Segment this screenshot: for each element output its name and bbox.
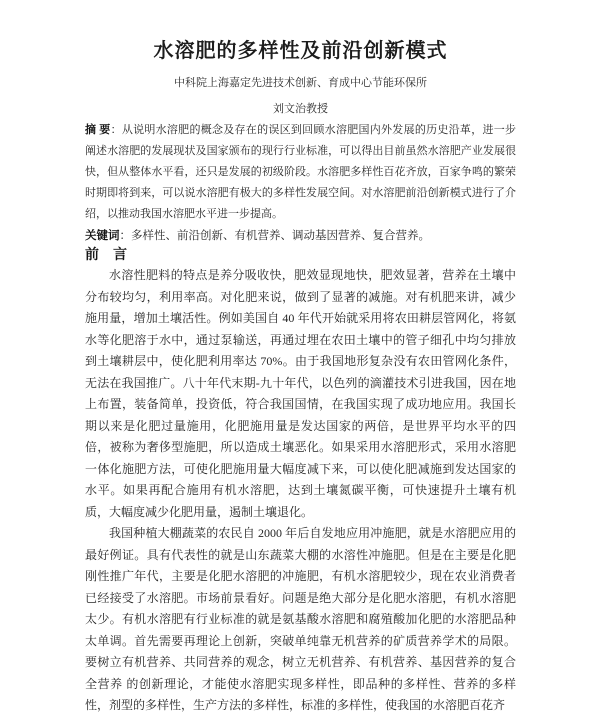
abstract-text: ：从说明水溶肥的概念及存在的误区到回顾水溶肥国内外发展的历史沿革，进一步阐述水溶肥的发展现状及国家颁布的现行行业标准，可以得出目前虽然水溶肥产业发展很快，但从整体水平看，还只是发展的初级阶段。水溶肥多样性百花齐放，百家争鸣的繁荣时期即将到来，可以说水溶肥有极大的多样性发展空间。对水溶肥前沿创新模式进行了介绍，以推动我国水溶肥水平进一步提高。 — [85, 124, 517, 220]
body-paragraph-2: 我国种植大棚蔬菜的农民自 2000 年后自发地应用冲施肥，就是水溶肥应用的最好例证。具有代表性的就是山东蔬菜大棚的水溶性冲施肥。但是在主要是化肥刚性推广年代，主要是化肥水溶肥的冲施肥，有机水溶肥较少，现在农业消费者已经接受了水溶肥。市场前景看好。问题是绝大部分是化肥水溶肥，有机水溶肥太少。有机水溶肥有行业标准的就是氨基酸水溶肥和腐殖酸加化肥的水溶肥品种太单调。首先需要再理论上创新，突破单纯靠无机营养的矿质营养学术的局限。要树立有机营养、共同营养的观念，树立无机营养、有机营养、基因营养的复合全营养 的创新理论，才能使水溶肥实现多样性，即品种的多样性、营养的多样性，剂型的多样性，生产方法的多样性，标准的多样性，使我国的水溶肥百花齐 — [85, 526, 516, 712]
body-paragraph-1: 水溶性肥料的特点是养分吸收快，肥效显现地快，肥效显著，营养在土壤中分布较均匀，利用率高。对化肥来说，做到了显著的减施。对有机肥来讲，减少施用量，增加土壤活性。例如美国自 40 年代开始就采用将农田耕层管网化，将氨水等化肥溶于水中，通过泵输送，再通过埋在农田土壤中的管子细孔中均匀排放到土壤耕层中，使化肥利用率达 70%。由于我国地形复杂没有农田管网化条件，无法在我国推广。八十年代末期-九十年代，以色列的滴灌技术引进我国，因在地上布置，装备简单，投资低，符合我国国情，在我国实现了成功地应用。我国长期以来是化肥过量施用，化肥施用量是发达国家的两倍，是世界平均水平的四倍，被称为奢侈型施肥，所以造成土壤恶化。如果采用水溶肥形式，采用水溶肥一体化施肥方法，可使化肥施用量大幅度减下来，可以使化肥减施到发达国家的水平。如果再配合施用有机水溶肥，达到土壤氮碳平衡，可快速提升土壤有机质，大幅度减少化肥用量，遏制土壤退化。 — [85, 268, 516, 519]
keywords-paragraph — [85, 225, 516, 247]
keywords-label: 关键词 — [85, 230, 120, 242]
author-line: 刘文治教授 — [273, 103, 328, 115]
affiliation-line: 中科院上海嘉定先进技术创新、育成中心节能环保所 — [174, 77, 427, 89]
section-heading-foreword: 前 言 — [85, 248, 127, 263]
keywords-text: ：多样性、前沿创新、有机营养、调动基因营养、复合营养。 — [119, 230, 430, 242]
abstract-label: 摘 要 — [85, 124, 111, 136]
page-title: 水溶肥的多样性及前沿创新模式 — [153, 40, 448, 62]
abstract-paragraph — [85, 120, 516, 225]
